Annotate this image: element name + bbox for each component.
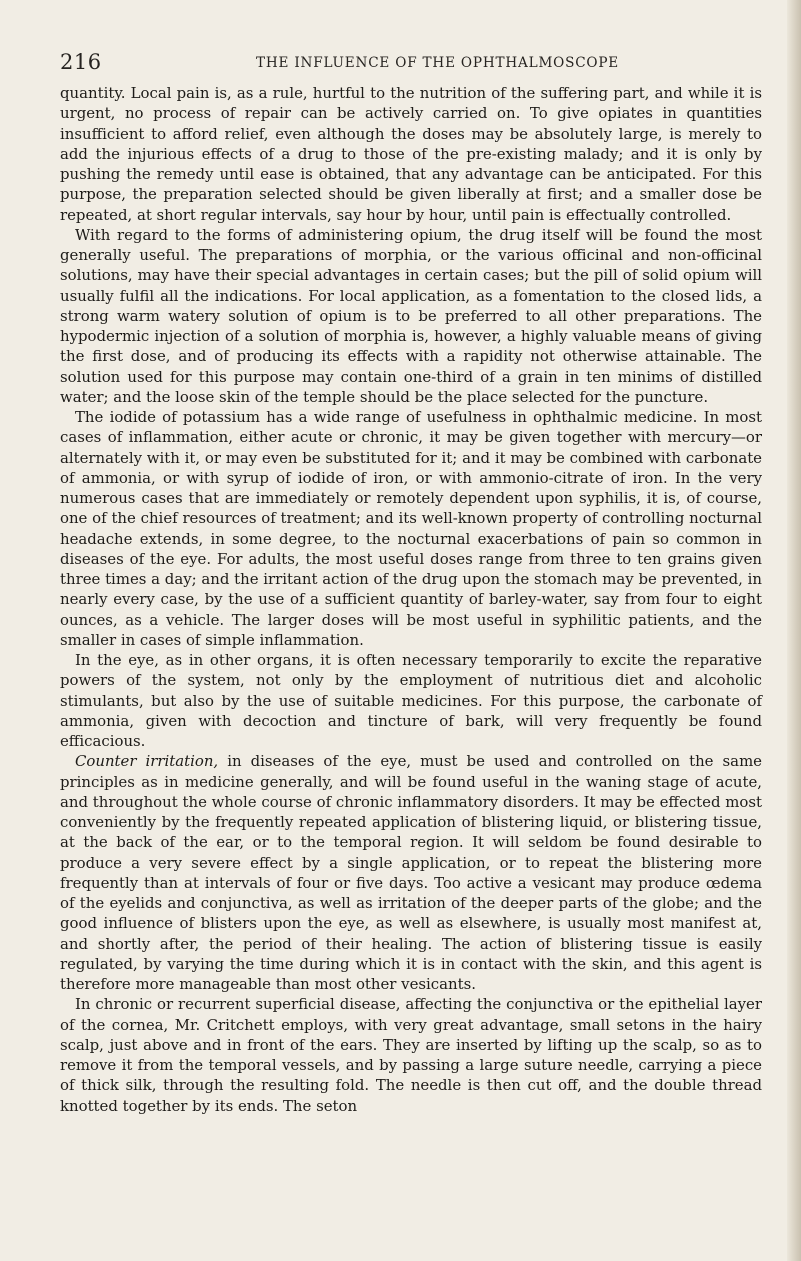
paragraph-opiates-continued: quantity. Local pain is, as a rule, hurtful to the nutrition of the suffering part, and while it is urgent, no process of repair can be actively carried on. To give opiates in quantities insufficient to afford relief, even although the doses may be absolutely large, is merely to add the injurious effects of a drug to those of the pre-existing malady; and it is only by pushing the remedy until ease is obtained, that any advantage can be anticipated. For this purpose, the preparation selected should be given liberally at first; and a smaller dose be repeated, at short regular intervals, say hour by hour, until pain is effectually controlled.	[60, 84, 762, 224]
running-title: THE INFLUENCE OF THE OPHTHALMOSCOPE	[256, 55, 620, 71]
counter-irritation-term: Counter irritation,	[75, 752, 219, 771]
page-edge-shadow	[787, 0, 801, 1261]
paragraph-counter-irritation: Counter irritation, in diseases of the eye, must be used and controlled on the same principles as in medicine generally, and will be found useful in the waning stage of acute, and throughout the whole course of chronic inflammatory disorders. It may be effected most conveniently by the frequently repeated application of blistering liquid, or blistering tissue, at the back of the ear, or to the temporal region. It will seldom be found desirable to produce a very severe effect by a single application, or to repeat the blistering more frequently than at intervals of four or five days. Too active a vesicant may produce œdema of the eyelids and conjunctiva, as well as irritation of the deeper parts of the globe; and the good influence of blisters upon the eye, as well as elsewhere, is usually most manifest at, and shortly after, the period of their healing. The action of blistering tissue is easily regulated, by varying the time during which it is in contact with the skin, and this agent is therefore more manageable than most other vesicants.	[60, 752, 762, 993]
page-header	[60, 50, 762, 78]
paragraph-reparative-powers: In the eye, as in other organs, it is often necessary temporarily to excite the reparative powers of the system, not only by the employment of nutritious diet and alcoholic stimulants, but also by the use of suitable medicines. For this purpose, the carbonate of ammonia, given with decoction and tincture of bark, will very frequently be found efficacious.	[60, 651, 762, 750]
paragraph-opium-forms: With regard to the forms of administering opium, the drug itself will be found the most generally useful. The preparations of morphia, or the various officinal and non-officinal solutions, may have their special advantages in certain cases; but the pill of solid opium will usually fulfil all the indications. For local application, as a fomentation to the closed lids, a strong warm watery solution of opium is to be preferred to all other preparations. The hypodermic injection of a solution of morphia is, however, a highly valuable means of giving the first dose, and of producing its effects with a rapidity not otherwise attainable. The solution used for this purpose may contain one-third of a grain in ten minims of distilled water; and the loose skin of the temple should be the place selected for the puncture.	[60, 225, 762, 406]
paragraph-iodide-of-potassium: The iodide of potassium has a wide range of usefulness in ophthalmic medicine. In most cases of inflammation, either acute or chronic, it may be given together with mercury—or alternately with it, or may even be substituted for it; and it may be combined with carbonate of ammonia, or with syrup of iodide of iron, or with ammonio-citrate of iron. In the very numerous cases that are immediately or remotely dependent upon syphilis, it is, of course, one of the chief resources of treatment; and its well-known property of controlling nocturnal headache extends, in some degree, to the nocturnal exacerbations of pain so common in diseases of the eye. For adults, the most useful doses range from three to ten grains given three times a day; and the irritant action of the drug upon the stomach may be prevented, in nearly every case, by the use of a sufficient quantity of barley-water, say from four to eight ounces, as a vehicle. The larger doses will be most useful in syphilitic patients, and the smaller in cases of simple inflammation.	[60, 408, 762, 649]
paragraph-setons: In chronic or recurrent superficial disease, affecting the conjunctiva or the epithelial layer of the cornea, Mr. Critchett employs, with very great advantage, small setons in the hairy scalp, just above and in front of the ears. They are inserted by lifting up the scalp, so as to remove it from the temporal vessels, and by passing a large suture needle, carrying a piece of thick silk, through the resulting fold. The needle is then cut off, and the double thread knotted together by its ends. The seton	[60, 995, 762, 1115]
body-text	[60, 83, 762, 1116]
page-number: 216	[60, 50, 102, 74]
